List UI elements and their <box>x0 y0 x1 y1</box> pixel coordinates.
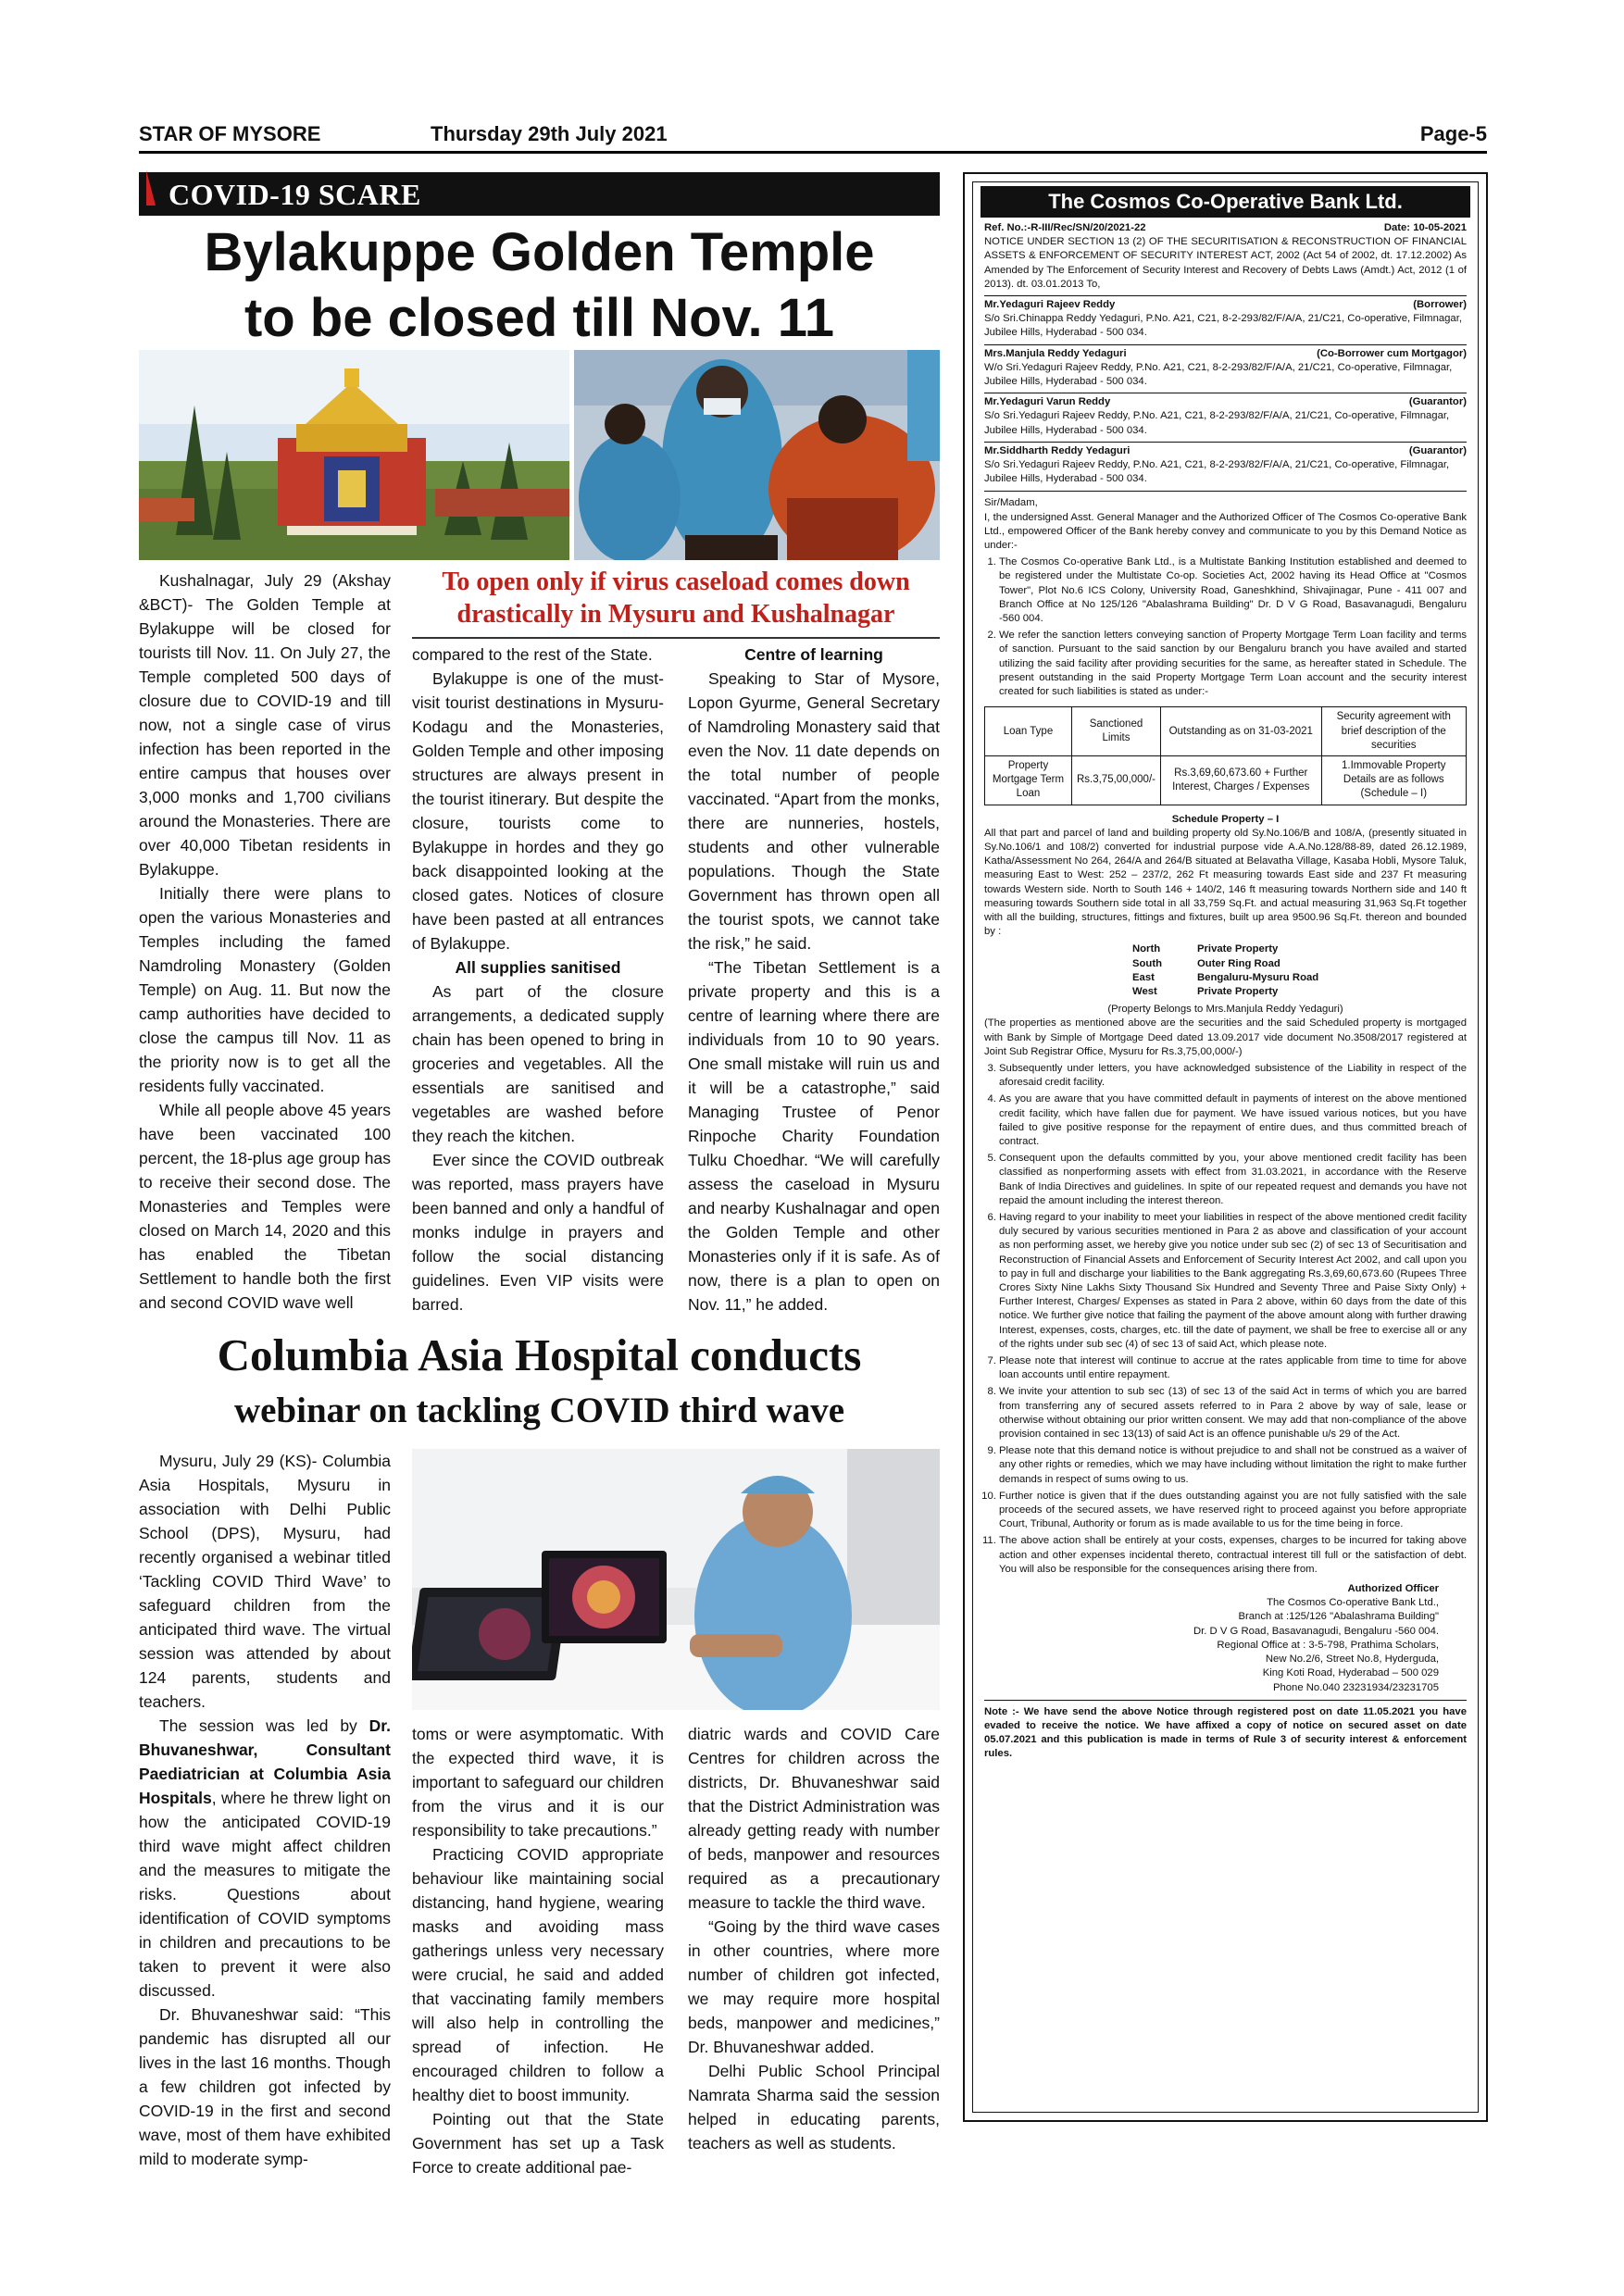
article-paragraph: “The Tibetan Settlement is a private property and this is a centre of learning where there are individuals from 10 to 90 years. One small mistake will ruin us and it will be a catastrophe,” said Managing Trustee of Penor Rinpoche Charity Foundation Tulku Choedhar. “We will carefully assess the caseload in Mysuru and nearby Kushalnagar and open the Golden Temple and other Monasteries only if it is safe. As of now, there is a plan to open on Nov. 11,” he added. <box>688 958 940 1314</box>
notice-list-b <box>984 1062 1467 1577</box>
property-para: (The properties as mentioned above are the securities and the said Scheduled property is mortgaged with Bank by Simple of Mortgage Deed dated 13.09.2017 vide document No.3508/2017 registered at Joint Sub Registrar Office, Mysuru for Rs.3,75,00,000/-) <box>984 1017 1467 1057</box>
notice-item: 7. Please note that interest will continue to accrue at the rates applicable from time to time for above loan accounts until entire repayment. <box>999 1354 1467 1382</box>
schedule-title: Schedule Property – I <box>1171 813 1280 825</box>
issue-date: Thursday 29th July 2021 <box>431 122 668 145</box>
notice-item: 4. As you are aware that you have committed default in payments of interest on the above mentioned credit facility, which have fallen due for payment. We have issued various notices, but you have failed to give positive response for the repayment of entire dues, and thus committed breach of contract. <box>999 1092 1467 1149</box>
loan-table: Loan Type Sanctioned Limits Outstanding as on 31-03-2021 Security agreement with brief description of the securities Property Mortgage Term Loan Rs.3,75,00,000/- Rs.3,69,60,673.60 + Further Interest, Charges / Expenses 1.Immovable Property Details are as follows (Schedule – I) <box>984 706 1467 805</box>
party-guarantor-2: Mr.Siddharth Reddy Yedaguri (Guarantor) S/o Sri.Yedaguri Rajeev Reddy, P.No. A21, C21, 8-2-293/82/F/A/A, 21/C21, Co-operative, Filmnagar, Jubilee Hills, Hyderabad - 500 034. <box>984 442 1467 487</box>
article-paragraph: Ever since the COVID outbreak was reported, mass prayers have been banned and only a handful of monks indulge in prayers and follow the social distancing guidelines. Even VIP visits were barred. <box>412 1151 664 1314</box>
article-paragraph: While all people above 45 years have been vaccinated 100 percent, the 18-plus age group has to receive their second dose. The Monasteries and Temples were closed on March 14, 2020 and this has enabled the Tibetan Settlement to handle both the first and second COVID wave well <box>139 1101 391 1312</box>
property-owner: (Property Belongs to Mrs.Manjula Reddy Yedaguri) <box>1107 1004 1343 1016</box>
party-co-borrower: Mrs.Manjula Reddy Yedaguri (Co-Borrower cum Mortgagor) W/o Sri.Yedaguri Rajeev Reddy, P.No. A21, C21, 8-2-293/82/F/A/A, 21/C21, Co-operative, Filmnagar, Jubilee Hills, Hyderabad - 500 034. <box>984 344 1467 390</box>
vaccination-photo <box>574 350 940 560</box>
notice-item: 5. Consequent upon the defaults committed by you, your above mentioned credit facility has been classified as nonperforming assets with effect from 31.03.2021, in accordance with the Reserve Bank of India Directives and guidelines. In spite of our repeated request and demands you have not repaid the amount including the interest thereon. <box>999 1152 1467 1208</box>
salutation: Sir/Madam, <box>984 497 1038 509</box>
article-paragraph: Mysuru, July 29 (KS)- Columbia Asia Hospitals, Mysuru in association with Delhi Public School (DPS), Mysuru, had recently organised a webinar titled ‘Tackling COVID Third Wave’ to safeguard children from the anticipated third wave. The virtual session was attended by about 124 parents, students and teachers. <box>139 1452 391 1711</box>
kicker-flag <box>146 170 156 206</box>
property-bounds: North Private Property South Outer Ring Road East Bengaluru-Mysuru Road West Private Property <box>1132 943 1319 997</box>
article-paragraph: Initially there were plans to open the various Monasteries and Temples including the famed Namdroling Monastery (Golden Temple) on Aug. 11. But now the camp authorities have decided to close the campus till Nov. 11 as the priority now is to get all the residents fully vaccinated. <box>139 884 391 1095</box>
article-paragraph: compared to the rest of the State. <box>412 645 653 664</box>
headline-columbia-asia: Columbia Asia Hospital conducts <box>217 1329 862 1380</box>
bank-title: The Cosmos Co-Operative Bank Ltd. <box>981 186 1470 218</box>
article-paragraph: “Going by the third wave cases in other countries, where more number of children got infected, we may require more hospital beds, manpower and medicines,” Dr. Bhuvaneshwar added. <box>688 1917 940 2056</box>
signature-block: Authorized Officer The Cosmos Co-operative Bank Ltd., Branch at :125/126 "Abalashrama Building" Dr. D V G Road, Basavanagudi, Bengaluru -560 004. Regional Office at : 3-5-798, Prathima Scholars, New No.2/6, Street No.8, Hyderguda, King Koti Road, Hyderabad – 500 029 Phone No.040 23231934/23231705 <box>1193 1583 1439 1693</box>
article-paragraph: toms or were asymptomatic. With the expected third wave, it is important to safeguard our children from the virus and it is our responsibility to take precautions.” <box>412 1725 664 1840</box>
header-rule <box>139 151 1487 154</box>
article-paragraph: Pointing out that the State Government has set up a Task Force to create additional pae- <box>412 2110 664 2177</box>
subhead: All supplies sanitised <box>455 958 621 977</box>
story2-column-1 <box>139 1449 391 2171</box>
article-paragraph: The session was led by Dr. Bhuvaneshwar, Consultant Paediatrician at Columbia Asia Hospitals, where he threw light on how the anticipated COVID-19 third wave might affect children and the measures to mitigate the risks. Questions about identification of COVID symptoms in children and precautions to be taken to prevent it were also discussed. <box>139 1716 391 2000</box>
article-paragraph: Kushalnagar, July 29 (Akshay &BCT)- The Golden Temple at Bylakuppe will be closed for tourists till Nov. 11. On July 27, the Temple completed 500 days of closure due to COVID-19 and till now, not a single case of virus infection has been reported in the entire campus that houses over 3,000 monks and 1,700 civilians around the Monasteries. There are over 40,000 Tibetan residents in Bylakuppe. <box>139 571 391 879</box>
notice-list-a <box>984 555 1467 699</box>
golden-temple-photo <box>139 350 569 560</box>
notice-item: 9. Please note that this demand notice is without prejudice to and shall not be construed as a waiver of any other rights or remedies, which we may have including without limitation the right to make further demands in respect of sums owing to us. <box>999 1444 1467 1487</box>
article-paragraph: As part of the closure arrangements, a dedicated supply chain has been opened to bring in groceries and vegetables. All the essentials are sanitised and vegetables are washed before they reach the kitchen. <box>412 982 664 1145</box>
subhead: Centre of learning <box>744 645 883 664</box>
headline-columbia-asia-line2: webinar on tackling COVID third wave <box>233 1391 845 1430</box>
article-paragraph: Delhi Public School Principal Namrata Sharma said the session helped in educating parents, teachers as well as students. <box>688 2062 940 2152</box>
article-paragraph: Dr. Bhuvaneshwar said: “This pandemic has disrupted all our lives in the last 16 months. Though a few children got infected by COVID-19 in the first and second wave, most of them have exhibited mild to moderate symp- <box>139 2005 391 2168</box>
notice-item: 8. We invite your attention to sub sec (13) of sec 13 of the said Act in terms of which you are barred from transferring any of secured assets referred to in Para 2 above by way of sale, lease or otherwise without obtaining our prior written consent. We may add that non-compliance of the above provision contained in sec 13(13) of said Act is an offence punishable u/s 29 of the Act. <box>999 1385 1467 1441</box>
notice-item: 1. The Cosmos Co-operative Bank Ltd., is a Multistate Banking Institution established and deemed to be registered under the Multistate Co-op. Societies Act, 2002 having its Head Office at "Cosmos Tower", Plot No.6 ICS Colony, University Road, Ganeshkhind, Shivajinagar, Pune - 411 007 and Branch Office at No 125/126 "Abalashrama Building" Dr. D V G Road, Basavanagudi, Bengaluru -560 004. <box>999 555 1467 626</box>
story1-deck: To open only if virus caseload comes down drastically in Mysuru and Kushalnagar <box>442 568 910 629</box>
notice-note: Note :- We have send the above Notice through registered post on date 11.05.2021 you have evaded to receive the notice. We have affixed a copy of notice on secured asset on date 05.07.2021 and this publication is made in terms of Rule 3 of security interest & enforcement rules. <box>984 1705 1467 1760</box>
deck-rule <box>412 637 940 639</box>
page-number: Page-5 <box>1419 122 1487 145</box>
headline-golden-temple: Bylakuppe Golden Temple to be closed till Nov. 11 <box>204 222 875 348</box>
story2-column-2 <box>412 1722 664 2179</box>
doctor-webinar-photo <box>412 1449 940 1710</box>
notice-ref-row: Ref. No.:-R-III/Rec/SN/20/2021-22 Date: 10-05-2021 <box>984 222 1467 233</box>
article-paragraph: Practicing COVID appropriate behaviour like maintaining social distancing, hand hygiene, wearing masks and avoiding mass gatherings unless very necessary were crucial, he said and added that vaccinating family members will also help in controlling the spread of infection. He encouraged children to follow a healthy diet to boost immunity. <box>412 1845 664 2104</box>
article-paragraph: diatric wards and COVID Care Centres for children across the districts, Dr. Bhuvaneshwar said that the District Administration was already getting ready with number of beds, manpower and resources required as a precautionary measure to tackle the third wave. <box>688 1725 940 1912</box>
party-guarantor-1: Mr.Yedaguri Varun Reddy (Guarantor) S/o Sri.Yedaguri Rajeev Reddy, P.No. A21, C21, 8-2-293/82/F/A/A, 21/C21, Co-operative, Filmnagar, Jubilee Hills, Hyderabad - 500 034. <box>984 393 1467 438</box>
notice-para: I, the undersigned Asst. General Manager and the Authorized Officer of The Cosmos Co-operative Bank Ltd., empowered Officer of the Bank hereby convey and communicate to you by this Demand Notice as under:- <box>984 511 1467 552</box>
article-paragraph: Bylakuppe is one of the must-visit tourist destinations in Mysuru-Kodagu and the Monasteries, Golden Temple and other imposing structures are always present in the tourist itinerary. But despite the closure, tourists come to Bylakuppe in hordes and they go back disappointed looking at the closed gates. Notices of closure have been pasted at all entrances of Bylakuppe. <box>412 669 664 953</box>
notice-item: 6. Having regard to your inability to meet your liabilities in respect of the above mentioned credit facility duly secured by various securities mentioned in Para 2 as above and classification of your account as non performing asset, we hereby give you notice under sub sec (2) of sec 13 of Securitisation and Reconstruction of Financial Assets and Enforcement of Security Interest Act 2002, and call upon you to pay in full and discharge your liabilities to the Bank aggregating Rs.3,69,60,673.60 (Rupees Three Crores Sixty Nine Lakhs Sixty Thousand Six Hundred and Seventy Three and Paise Sixty Only) + Further Interest, Charges/ Expenses as stated in Para 2 above, within 60 days from the date of this notice. We further give notice that failing the payment of the above amount along with further drawing Interest, expenses, costs, charges, etc. till the date of payment, we shall be free to exercise all or any of the rights under sub sec (4) of sec 13 of said Act, which please note. <box>999 1211 1467 1352</box>
notice-item: 11. The above action shall be entirely at your costs, expenses, charges to be incurred for taking above action and other expenses incidental thereto, contractual interest till full or the satisfaction of debt. You will also be responsible for the consequences arising there from. <box>999 1534 1467 1577</box>
notice-intro: NOTICE UNDER SECTION 13 (2) OF THE SECURITISATION & RECONSTRUCTION OF FINANCIAL ASSETS & ENFORCEMENT OF SECURITY INTEREST ACT, 2002 (Act 54 of 2002, dt. 17.12.2002) As Amended by The Enforcement of Security Interest and Recovery of Debts Laws (Amdt.) Act, 2012 (1 of 2013). dt. 03.01.2013 To, <box>984 236 1467 290</box>
party-borrower: Mr.Yedaguri Rajeev Reddy (Borrower) S/o Sri.Chinappa Reddy Yedaguri, P.No. A21, C21, 8-2-293/82/F/A/A, 21/C21, Co-operative, Filmnagar, Jubilee Hills, Hyderabad - 500 034. <box>984 295 1467 341</box>
kicker-text: COVID-19 SCARE <box>169 178 421 211</box>
story1-column-3 <box>688 643 940 1316</box>
story2-column-3 <box>688 1722 940 2155</box>
legal-notice <box>972 181 1479 2113</box>
notice-item: 10. Further notice is given that if the dues outstanding against you are not fully satisfied with the sale proceeds of the secured assets, we have reserved right to proceed against you before appropriate Court, Tribunal, Authority or forum as is made available to us for the time being in force. <box>999 1490 1467 1532</box>
story1-column-1 <box>139 568 391 1315</box>
schedule-text: All that part and parcel of land and building property old Sy.No.106/B and 108/A, (presently situated in Sy.No.106/1 and 108/2) converted for industrial purpose vide A.A.No.128/88-89, dated 26.12.1989, Katha/Assessment No 264, 264/A and 264/B situated at Belavatha Village, Kasaba Hobli, Mysore Taluk, measuring East to West: 252 – 237/2, 262 Ft measuring towards East side and 237 Ft measuring towards Western side. North to South 146 + 140/2, 146 ft measuring towards Northern side and 140 ft measuring towards Southern side total in all 33,759 Sq.Ft. and actual measuring 31,963 Sq.Ft together with all the building, structures, fittings and fixtures, built up area 9500.96 Sq.Ft. thereon and bounded by : <box>984 827 1467 938</box>
story1-column-2 <box>412 643 664 1316</box>
paper-name: STAR OF MYSORE <box>139 122 321 145</box>
notice-item: 2. We refer the sanction letters conveying sanction of Property Mortgage Term Loan facility and terms of sanction. Pursuant to the said sanction by our Bengaluru branch you have availed and started utilizing the said facility after providing securities for the same, as hereafter stated in Schedule. The present outstanding in the said Property Mortgage Term Loan account and the security interest created for such liabilities is stated as under:- <box>999 629 1467 699</box>
article-paragraph: Speaking to Star of Mysore, Lopon Gyurme, General Secretary of Namdroling Monastery said that even the Nov. 11 date depends on the total number of people vaccinated. “Apart from the monks, there are nunneries, hostels, students and other vulnerable populations. Though the State Government has thrown open all the tourist spots, we cannot take the risk,” he said. <box>688 669 940 953</box>
notice-item: 3. Subsequently under letters, you have acknowledged subsistence of the Liability in respect of the aforesaid credit facility. <box>999 1062 1467 1090</box>
